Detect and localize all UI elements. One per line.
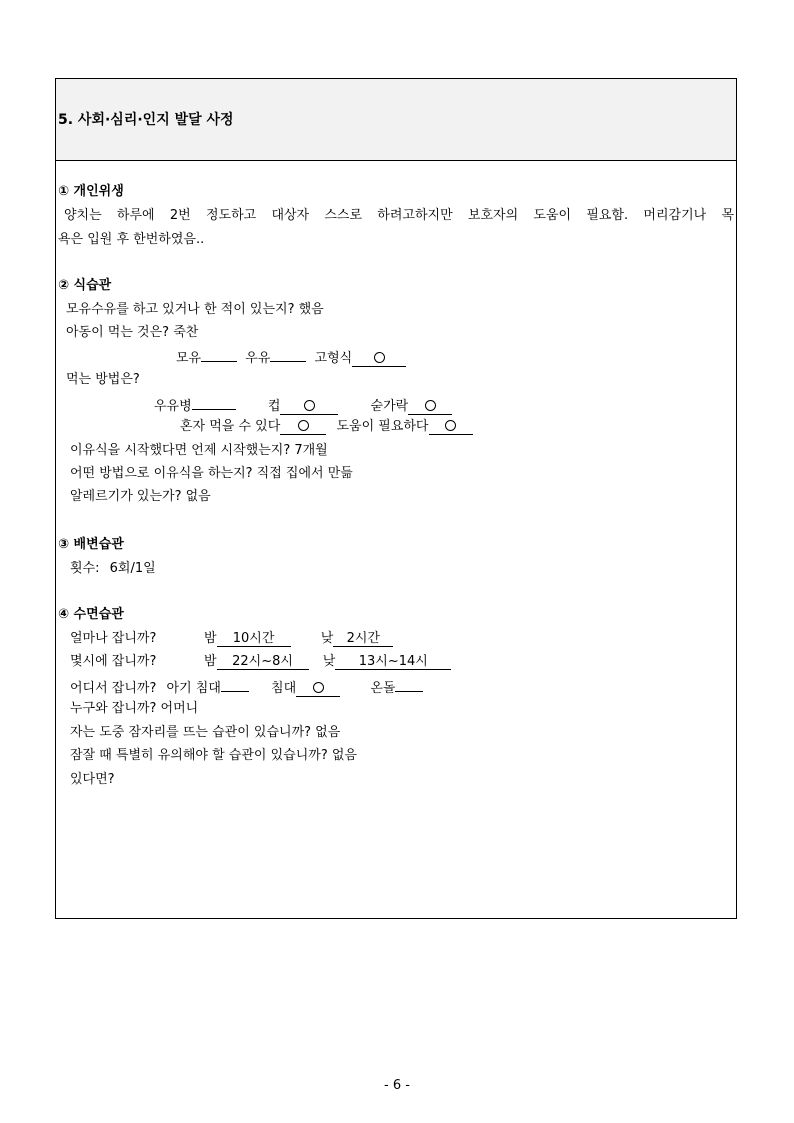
day-hours-blank <box>333 632 393 647</box>
day-time-value: 13시~14시 <box>358 654 428 669</box>
sleep-place-row <box>70 677 423 698</box>
self-eat-blank <box>280 420 326 435</box>
sleep-q1: 얼마나 잡니까? <box>70 631 157 646</box>
night-time-blank <box>217 655 309 670</box>
toilet-title: ③ 배변습관 <box>58 537 124 552</box>
sleep-q5: 자는 도중 잠자리를 뜨는 습관이 있습니까? 없음 <box>70 725 341 740</box>
eating-q5: 어떤 방법으로 이유식을 하는지? 직접 집에서 만듦 <box>70 466 353 481</box>
section-header <box>56 79 736 161</box>
night-time-value: 22시~8시 <box>232 654 293 669</box>
self-eat-label: 혼자 먹을 수 있다 <box>180 419 281 434</box>
bed-blank <box>296 682 340 697</box>
need-help-label: 도움이 필요하다 <box>336 419 429 434</box>
floor-label: 온돌 <box>370 681 396 696</box>
page-number: - 6 - <box>384 1078 410 1093</box>
breast-milk-label: 모유 <box>176 351 202 366</box>
eating-q6: 알레르기가 있는가? 없음 <box>70 489 211 504</box>
solid-food-blank <box>352 352 406 367</box>
cup-label: 컵 <box>267 399 281 414</box>
assessment-frame <box>55 78 737 919</box>
eating-q3: 먹는 방법은? <box>66 372 140 387</box>
check-circle-icon <box>313 682 324 693</box>
sleep-time-row <box>70 653 451 671</box>
day-time-blank <box>335 655 451 670</box>
eating-q4: 이유식을 시작했다면 언제 시작했는지? 7개월 <box>70 443 328 458</box>
night-label: 밤 <box>204 631 217 646</box>
check-circle-icon <box>304 400 315 411</box>
cow-milk-label: 우유 <box>245 351 271 366</box>
sleep-duration-row <box>70 630 393 648</box>
spoon-label: 숟가락 <box>370 399 409 414</box>
toilet-count-value: 6회/1일 <box>109 561 156 576</box>
check-circle-icon <box>298 420 309 431</box>
spoon-blank <box>408 400 452 415</box>
toilet-count-label: 횟수: <box>70 561 100 576</box>
need-help-blank <box>429 420 473 435</box>
floor-blank <box>395 677 423 692</box>
day-label: 낮 <box>322 654 336 669</box>
bottle-blank <box>192 395 236 410</box>
cow-milk-blank <box>270 347 306 362</box>
breast-milk-blank <box>201 347 237 362</box>
crib-label: 아기 침대 <box>166 681 221 696</box>
bottle-label: 우유병 <box>154 399 192 414</box>
hygiene-line-2: 욕은 입원 후 한번하였음.. <box>58 232 205 247</box>
sleep-title: ④ 수면습관 <box>58 607 124 622</box>
eating-q2: 아동이 먹는 것은? 죽찬 <box>66 325 199 340</box>
bed-label: 침대 <box>271 681 297 696</box>
hygiene-title: ① 개인위생 <box>58 184 124 199</box>
check-circle-icon <box>374 352 385 363</box>
sleep-q6: 잠잘 때 특별히 유의해야 할 습관이 있습니까? 없음 <box>70 748 357 763</box>
day-label: 낮 <box>320 631 334 646</box>
eating-q1: 모유수유를 하고 있거나 한 적이 있는지? 했음 <box>66 302 324 317</box>
night-hours-blank <box>217 632 291 647</box>
check-circle-icon <box>445 420 456 431</box>
check-circle-icon <box>425 400 436 411</box>
eating-title: ② 식습관 <box>58 278 112 293</box>
sleep-q7: 있다면? <box>70 772 115 787</box>
sleep-q4: 누구와 잡니까? 어머니 <box>70 701 199 716</box>
cup-blank <box>280 400 338 415</box>
solid-food-label: 고형식 <box>314 351 353 366</box>
hygiene-line-1: 양치는 하루에 2번 정도하고 대상자 스스로 하려고하지만 보호자의 도움이 필요함. 머리감기나 목 <box>64 208 734 223</box>
feeding-ability-row <box>180 418 473 436</box>
day-hours-value: 2시간 <box>346 631 380 646</box>
toilet-count-row <box>70 560 156 578</box>
night-hours-value: 10시간 <box>232 631 275 646</box>
utensil-row <box>154 395 452 416</box>
sleep-q2: 몇시에 잡니까? <box>70 654 157 669</box>
crib-blank <box>221 677 249 692</box>
sleep-q3: 어디서 잡니까? <box>70 681 157 696</box>
page-title: 5. 사회·심리·인지 발달 사정 <box>58 112 234 128</box>
food-type-row <box>176 347 406 368</box>
night-label: 밤 <box>204 654 217 669</box>
